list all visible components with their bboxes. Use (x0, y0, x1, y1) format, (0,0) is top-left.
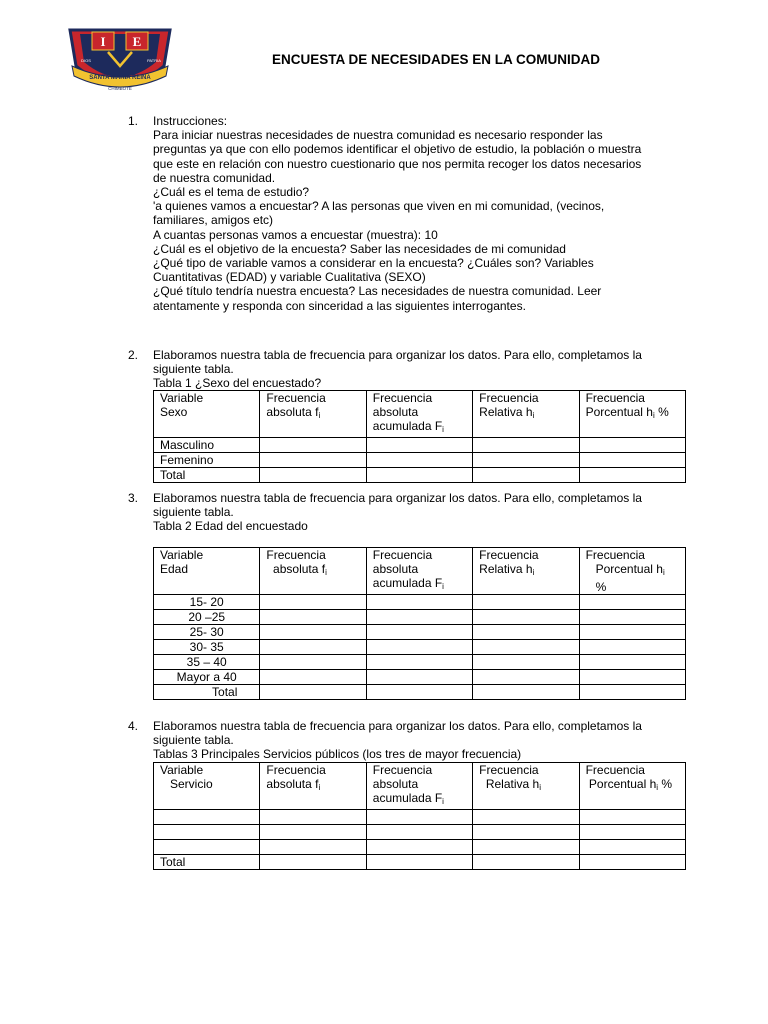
row-label: Total (154, 468, 260, 483)
table-row (154, 670, 686, 685)
empty-cell (473, 655, 579, 670)
logo-banner-text: SANTA MARIA REINA (89, 75, 151, 81)
table-caption: Tabla 2 Edad del encuestado (153, 519, 308, 534)
text-line: preguntas ya que con ello podemos identificar el objetivo de estudio, la población o muestra (153, 142, 642, 157)
empty-cell (579, 670, 685, 685)
table-row (154, 810, 686, 825)
empty-cell (579, 685, 685, 700)
column-header: Frecuencia Relativa $h_i$ (473, 548, 579, 595)
empty-cell (260, 685, 366, 700)
section-text (153, 348, 688, 391)
row-label: 30- 35 (154, 640, 260, 655)
empty-cell (260, 855, 366, 870)
empty-cell (473, 825, 579, 840)
empty-cell (260, 595, 366, 610)
empty-cell (579, 810, 685, 825)
text-line: atentamente y responda con sinceridad a las siguientes interrogantes. (153, 298, 526, 313)
section-number: 3. (128, 491, 139, 505)
section-instructions (128, 114, 688, 313)
empty-cell (473, 685, 579, 700)
row-label (154, 810, 260, 825)
page-title: ENCUESTA DE NECESIDADES EN LA COMUNIDAD (271, 52, 601, 67)
text-line: ¿Cuál es el tema de estudio? (153, 185, 310, 200)
frequency-table-age (153, 547, 686, 700)
section-text (153, 491, 688, 534)
text-line: familiares, amigos etc) (153, 213, 274, 228)
logo-city: CHIMBOTE (108, 86, 132, 91)
table-row (154, 655, 686, 670)
empty-cell (366, 640, 472, 655)
empty-cell (366, 625, 472, 640)
section-text (153, 719, 688, 762)
empty-cell (473, 453, 579, 468)
row-label: 15- 20 (154, 595, 260, 610)
row-label (154, 840, 260, 855)
text-line: Elaboramos nuestra tabla de frecuencia para organizar los datos. Para ello, completamos la (153, 719, 642, 733)
empty-cell (473, 855, 579, 870)
table-row (154, 625, 686, 640)
column-header: Variable Edad (154, 548, 260, 595)
empty-cell (366, 468, 472, 483)
row-label: 25- 30 (154, 625, 260, 640)
column-header: Frecuencia absoluta acumulada $F_i$ (366, 548, 472, 595)
empty-cell (579, 468, 685, 483)
row-label: Total (154, 685, 260, 700)
column-header: Frecuencia absoluta acumulada $F_i$ (366, 391, 472, 438)
empty-cell (579, 840, 685, 855)
column-header: Frecuencia absoluta acumulada $F_i$ (366, 763, 472, 810)
empty-cell (366, 610, 472, 625)
empty-cell (260, 670, 366, 685)
logo-left-ribbon: DIOS (81, 58, 91, 63)
empty-cell (366, 453, 472, 468)
empty-cell (579, 595, 685, 610)
empty-cell (366, 438, 472, 453)
empty-cell (473, 625, 579, 640)
empty-cell (366, 810, 472, 825)
text-line: Elaboramos nuestra tabla de frecuencia para organizar los datos. Para ello, completamos la (153, 491, 642, 505)
table-row (154, 595, 686, 610)
empty-cell (473, 840, 579, 855)
table-row (154, 610, 686, 625)
table-row (154, 685, 686, 700)
table-row (154, 825, 686, 840)
empty-cell (260, 825, 366, 840)
empty-cell (473, 438, 579, 453)
column-header: Frecuencia absoluta $f_i$ (260, 548, 366, 595)
empty-cell (366, 840, 472, 855)
empty-cell (473, 595, 579, 610)
empty-cell (473, 640, 579, 655)
empty-cell (579, 625, 685, 640)
column-header: Frecuencia absoluta $f_i$ (260, 763, 366, 810)
text-line: ¿Qué tipo de variable vamos a considerar en la encuesta? ¿Cuáles son? Variables (153, 256, 594, 271)
logo-letter-e: E (132, 34, 142, 49)
empty-cell (579, 438, 685, 453)
column-header: Frecuencia Relativa $h_i$ (473, 763, 579, 810)
empty-cell (366, 655, 472, 670)
row-label: 35 – 40 (154, 655, 260, 670)
column-header: Frecuencia Porcentual $h_i$ % (579, 391, 685, 438)
table-row (154, 855, 686, 870)
school-crest-logo (66, 22, 174, 96)
row-label: Masculino (154, 438, 260, 453)
table-caption: Tablas 3 Principales Servicios públicos (los tres de mayor frecuencia) (153, 747, 522, 762)
row-label: Total (154, 855, 260, 870)
row-label: 20 –25 (154, 610, 260, 625)
empty-cell (366, 855, 472, 870)
text-line: siguiente tabla. (153, 362, 234, 377)
empty-cell (473, 810, 579, 825)
empty-cell (260, 468, 366, 483)
empty-cell (366, 670, 472, 685)
logo-right-ribbon: PATRIA (147, 58, 161, 63)
empty-cell (579, 610, 685, 625)
empty-cell (579, 655, 685, 670)
section-number: 2. (128, 348, 139, 362)
text-line: Cuantitativas (EDAD) y variable Cualitativa (SEXO) (153, 270, 426, 285)
empty-cell (260, 640, 366, 655)
empty-cell (260, 810, 366, 825)
table-caption: Tabla 1 ¿Sexo del encuestado? (153, 376, 322, 391)
section-number: 4. (128, 719, 139, 733)
empty-cell (260, 625, 366, 640)
text-line: Para iniciar nuestras necesidades de nuestra comunidad es necesario responder las (153, 128, 603, 143)
column-header: Frecuencia Porcentual $h_i$ % (579, 548, 685, 595)
column-header: Variable Sexo (154, 391, 260, 438)
text-line: siguiente tabla. (153, 733, 234, 748)
text-line: Elaboramos nuestra tabla de frecuencia para organizar los datos. Para ello, completamos la (153, 348, 642, 362)
empty-cell (260, 610, 366, 625)
empty-cell (260, 453, 366, 468)
section-table-2 (128, 491, 688, 534)
text-line: Instrucciones: (153, 114, 228, 128)
column-header: Frecuencia absoluta $f_i$ (260, 391, 366, 438)
empty-cell (579, 825, 685, 840)
column-header: Variable Servicio (154, 763, 260, 810)
empty-cell (473, 468, 579, 483)
section-table-1 (128, 348, 688, 391)
empty-cell (579, 855, 685, 870)
text-line: 'a quienes vamos a encuestar? A las personas que viven en mi comunidad, (vecinos, (153, 199, 605, 214)
table-row (154, 640, 686, 655)
text-line: A cuantas personas vamos a encuestar (muestra): 10 (153, 227, 438, 242)
empty-cell (579, 640, 685, 655)
text-line: ¿Cuál es el objetivo de la encuesta? Saber las necesidades de mi comunidad (153, 241, 566, 256)
text-line: que este en relación con nuestro cuestionario que nos permita recoger los datos necesarios (153, 156, 642, 171)
row-label: Mayor a 40 (154, 670, 260, 685)
empty-cell (473, 670, 579, 685)
row-label: Femenino (154, 453, 260, 468)
section-number: 1. (128, 114, 139, 128)
empty-cell (366, 685, 472, 700)
text-line: de nuestra comunidad. (153, 170, 276, 185)
column-header: Frecuencia Porcentual $h_i$ % (579, 763, 685, 810)
frequency-table-sex (153, 390, 686, 483)
empty-cell (260, 655, 366, 670)
row-label (154, 825, 260, 840)
text-line: ¿Qué título tendría nuestra encuesta? Las necesidades de nuestra comunidad. Leer (153, 284, 602, 299)
empty-cell (260, 438, 366, 453)
text-line: siguiente tabla. (153, 505, 234, 520)
empty-cell (366, 825, 472, 840)
empty-cell (473, 610, 579, 625)
instructions-text (153, 114, 688, 313)
column-header: Frecuencia Relativa $h_i$ (473, 391, 579, 438)
empty-cell (366, 595, 472, 610)
empty-cell (579, 453, 685, 468)
table-row (154, 468, 686, 483)
section-table-3 (128, 719, 688, 762)
logo-letter-i: I (100, 34, 106, 49)
frequency-table-services (153, 762, 686, 870)
empty-cell (260, 840, 366, 855)
table-row (154, 438, 686, 453)
table-row (154, 840, 686, 855)
table-row (154, 453, 686, 468)
